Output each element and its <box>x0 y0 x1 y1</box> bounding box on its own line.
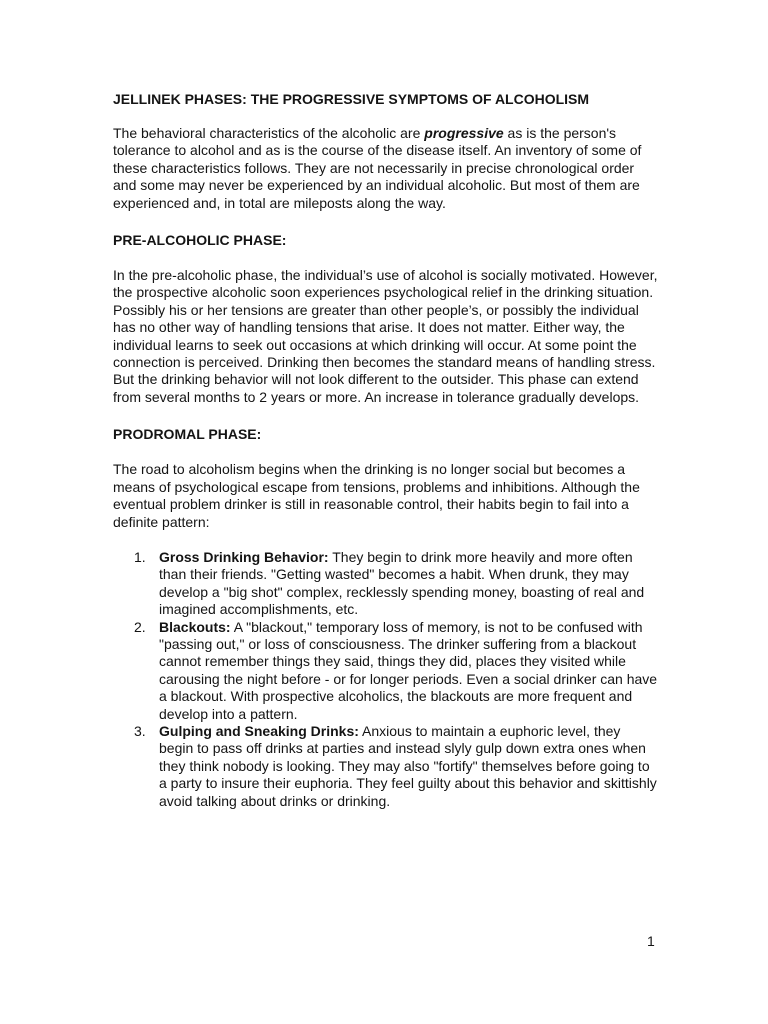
section-paragraph-prodromal: The road to alcoholism begins when the drinking is no longer social but becomes a means of psychological escape from tensions, problems and inhibitions. Although the eventual problem drinker is still in reasonable control, their habits begin to fail into a definite pattern: <box>113 461 640 530</box>
section-heading-pre-alcoholic: PRE-ALCOHOLIC PHASE: <box>113 232 287 249</box>
intro-paragraph <box>113 125 658 212</box>
list-item-text: A "blackout," temporary loss of memory, is not to be confused with "passing out," or loss of consciousness. The drinker suffering from a blackout cannot remember things they said, things they did, places they visited while carousing the night before - or for longer periods. Even a social drinker can have a blackout. With prospective alcoholics, the blackouts are more frequent and develop into a pattern. <box>159 618 658 722</box>
section-paragraph-pre-alcoholic: In the pre-alcoholic phase, the individual’s use of alcohol is socially motivated. However, the prospective alcoholic soon experiences psychological relief in the drinking situation. Possibly his or her tensions are greater than other people’s, or possibly the individual has no other way of handling tensions that arise. It does not matter. Either way, the individual learns to seek out occasions at which drinking will occur. At some point the connection is perceived. Drinking then becomes the standard means of handling stress. But the drinking behavior will not look different to the outsider. This phase can extend from several months to 2 years or more. An increase in tolerance gradually develops. <box>113 267 658 405</box>
list-item-text: They begin to drink more heavily and more often than their friends. "Getting wasted" becomes a habit. When drunk, they may develop a "big shot" complex, recklessly spending money, boasting of real and imagined accomplishments, etc. <box>159 548 645 618</box>
list-item-term: Blackouts: <box>159 618 231 635</box>
list-item-term: Gulping and Sneaking Drinks: <box>159 722 359 739</box>
document-title: JELLINEK PHASES: THE PROGRESSIVE SYMPTOMS OF ALCOHOLISM <box>113 91 590 107</box>
list-item-text: Anxious to maintain a euphoric level, they begin to pass off drinks at parties and instead slyly gulp down extra ones when they think nobody is looking. They may also "fortify" themselves before going to a party to insure their euphoria. They feel guilty about this behavior and skittishly avoid talking about drinks or drinking. <box>159 722 657 809</box>
list-item-number: 2. <box>134 618 146 635</box>
intro-text-start: The behavioral characteristics of the alcoholic are <box>113 125 425 141</box>
symptom-list <box>113 549 658 810</box>
list-item-body <box>159 549 658 619</box>
list-item <box>113 549 658 619</box>
list-item-body <box>159 723 658 810</box>
intro-text-end: as is the person's tolerance to alcohol and as is the course of the disease itself. An inventory of some of these characteristics follows. They are not necessarily in precise chronological order and some may never be experienced by an individual alcoholic. But most of them are experienced and, in total are mileposts along the way. <box>113 125 642 211</box>
list-item-body <box>159 619 658 723</box>
section-heading-prodromal: PRODROMAL PHASE: <box>113 426 262 443</box>
intro-emphasis: progressive <box>424 125 504 141</box>
list-item-number: 1. <box>134 548 146 565</box>
list-item <box>113 619 658 723</box>
page-number: 1 <box>647 933 655 949</box>
list-item-number: 3. <box>134 722 146 739</box>
list-item-term: Gross Drinking Behavior: <box>159 548 329 565</box>
list-item <box>113 723 658 810</box>
